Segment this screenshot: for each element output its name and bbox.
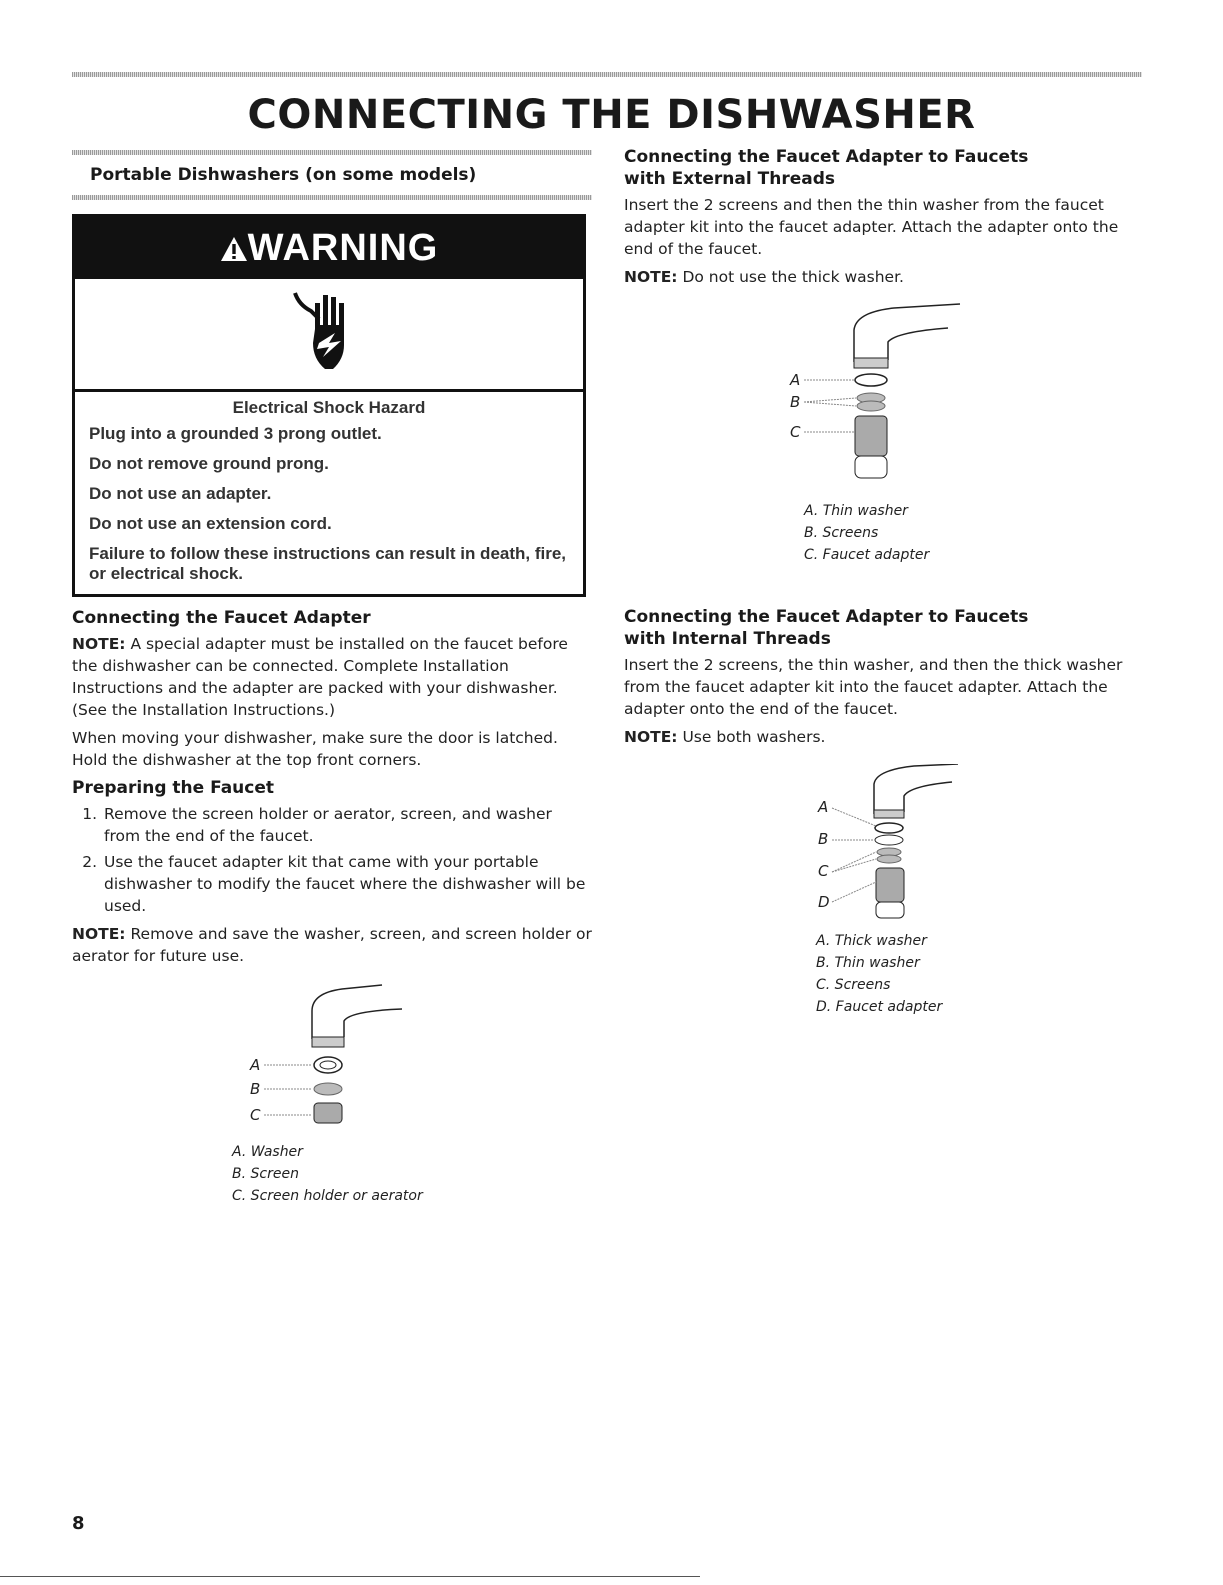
prep-note: NOTE: Remove and save the washer, screen, and screen holder or aerator for future use.: [72, 925, 592, 965]
warning-line: Do not remove ground prong.: [89, 454, 329, 473]
left-column: [72, 150, 592, 1231]
top-rule: [72, 72, 1142, 77]
faucet-diagram: [232, 981, 632, 1151]
caption: C. Screens: [816, 977, 891, 993]
prep-steps: [72, 803, 592, 917]
external-threads-text: Insert the 2 screens and then the thin washer from the faucet adapter kit into the faucet adapter. Attach the adapter onto the end of the faucet.: [624, 196, 1119, 258]
warning-line: Do not use an adapter.: [89, 484, 272, 503]
figure-captions: [804, 500, 929, 566]
caption: A. Thick washer: [816, 933, 927, 949]
figure-captions: [232, 1141, 423, 1207]
internal-threads-text: Insert the 2 screens, the thin washer, and then the thick washer from the faucet adapter kit into the faucet adapter. Attach the adapter onto the end of the faucet.: [624, 656, 1123, 718]
fig-label: B: [818, 830, 829, 848]
fig-label: C: [790, 423, 801, 441]
bottom-rule: [0, 1576, 700, 1577]
warning-box: [72, 214, 586, 597]
caption: C. Screen holder or aerator: [232, 1188, 423, 1204]
fig-label: A: [790, 371, 801, 389]
faucet-figure-internal: [624, 754, 1144, 1054]
external-threads-note: NOTE: Do not use the thick washer.: [624, 268, 904, 286]
section-rule-top: [72, 150, 592, 155]
caption: B. Screen: [232, 1166, 299, 1182]
electric-shock-hand-icon: [289, 285, 369, 385]
caption: B. Thin washer: [816, 955, 920, 971]
right-column: [624, 146, 1144, 1054]
warning-triangle-icon: [220, 236, 248, 262]
warning-banner: [75, 217, 583, 279]
page-title: CONNECTING THE DISHWASHER: [247, 92, 976, 138]
warning-label: WARNING: [247, 227, 439, 269]
caption: A. Thin washer: [804, 503, 908, 519]
warning-line: Do not use an extension cord.: [89, 514, 332, 533]
external-faucet-diagram: [764, 302, 1164, 502]
caption: C. Faucet adapter: [804, 547, 930, 563]
external-threads-heading: Connecting the Faucet Adapter to Faucets with External Threads: [624, 147, 1029, 189]
internal-threads-heading: Connecting the Faucet Adapter to Faucets with Internal Threads: [624, 607, 1029, 649]
caption: D. Faucet adapter: [816, 999, 943, 1015]
moving-text: When moving your dishwasher, make sure the door is latched. Hold the dishwasher at the top front corners.: [72, 729, 558, 769]
prep-step: 1. Remove the screen holder or aerator, screen, and washer from the end of the faucet.: [102, 803, 592, 847]
section-rule-bottom: [72, 195, 592, 200]
warning-text: [75, 392, 583, 594]
fig-label: A: [250, 1056, 261, 1074]
warning-line: Failure to follow these instructions can result in death, fire, or electrical shock.: [89, 544, 567, 583]
hazard-title: Electrical Shock Hazard: [232, 398, 426, 417]
fig-label: B: [790, 393, 801, 411]
caption: B. Screens: [804, 525, 879, 541]
section-heading: Portable Dishwashers (on some models): [90, 165, 477, 185]
adapter-heading: Connecting the Faucet Adapter: [72, 608, 371, 628]
faucet-figure-left: [72, 981, 592, 1231]
fig-label: C: [250, 1106, 261, 1124]
prep-heading: Preparing the Faucet: [72, 778, 275, 798]
figure-captions: [816, 930, 942, 1018]
prep-step: 2. Use the faucet adapter kit that came with your portable dishwasher to modify the faucet where the dishwasher will be used.: [102, 851, 592, 917]
faucet-figure-external: [624, 294, 1144, 594]
page-number: 8: [72, 1513, 85, 1534]
fig-label: A: [818, 798, 829, 816]
fig-label: B: [250, 1080, 261, 1098]
fig-label: C: [818, 862, 829, 880]
internal-faucet-diagram: [804, 764, 1204, 944]
adapter-note: NOTE: A special adapter must be installed on the faucet before the dishwasher can be connected. Complete Installation Instructions and the adapter are packed with your dishwasher. (See the Installation Instructions.): [72, 635, 568, 719]
warning-line: Plug into a grounded 3 prong outlet.: [89, 424, 382, 443]
fig-label: D: [818, 893, 830, 911]
internal-threads-note: NOTE: Use both washers.: [624, 728, 826, 746]
caption: A. Washer: [232, 1144, 303, 1160]
shock-hazard-area: [75, 279, 583, 392]
